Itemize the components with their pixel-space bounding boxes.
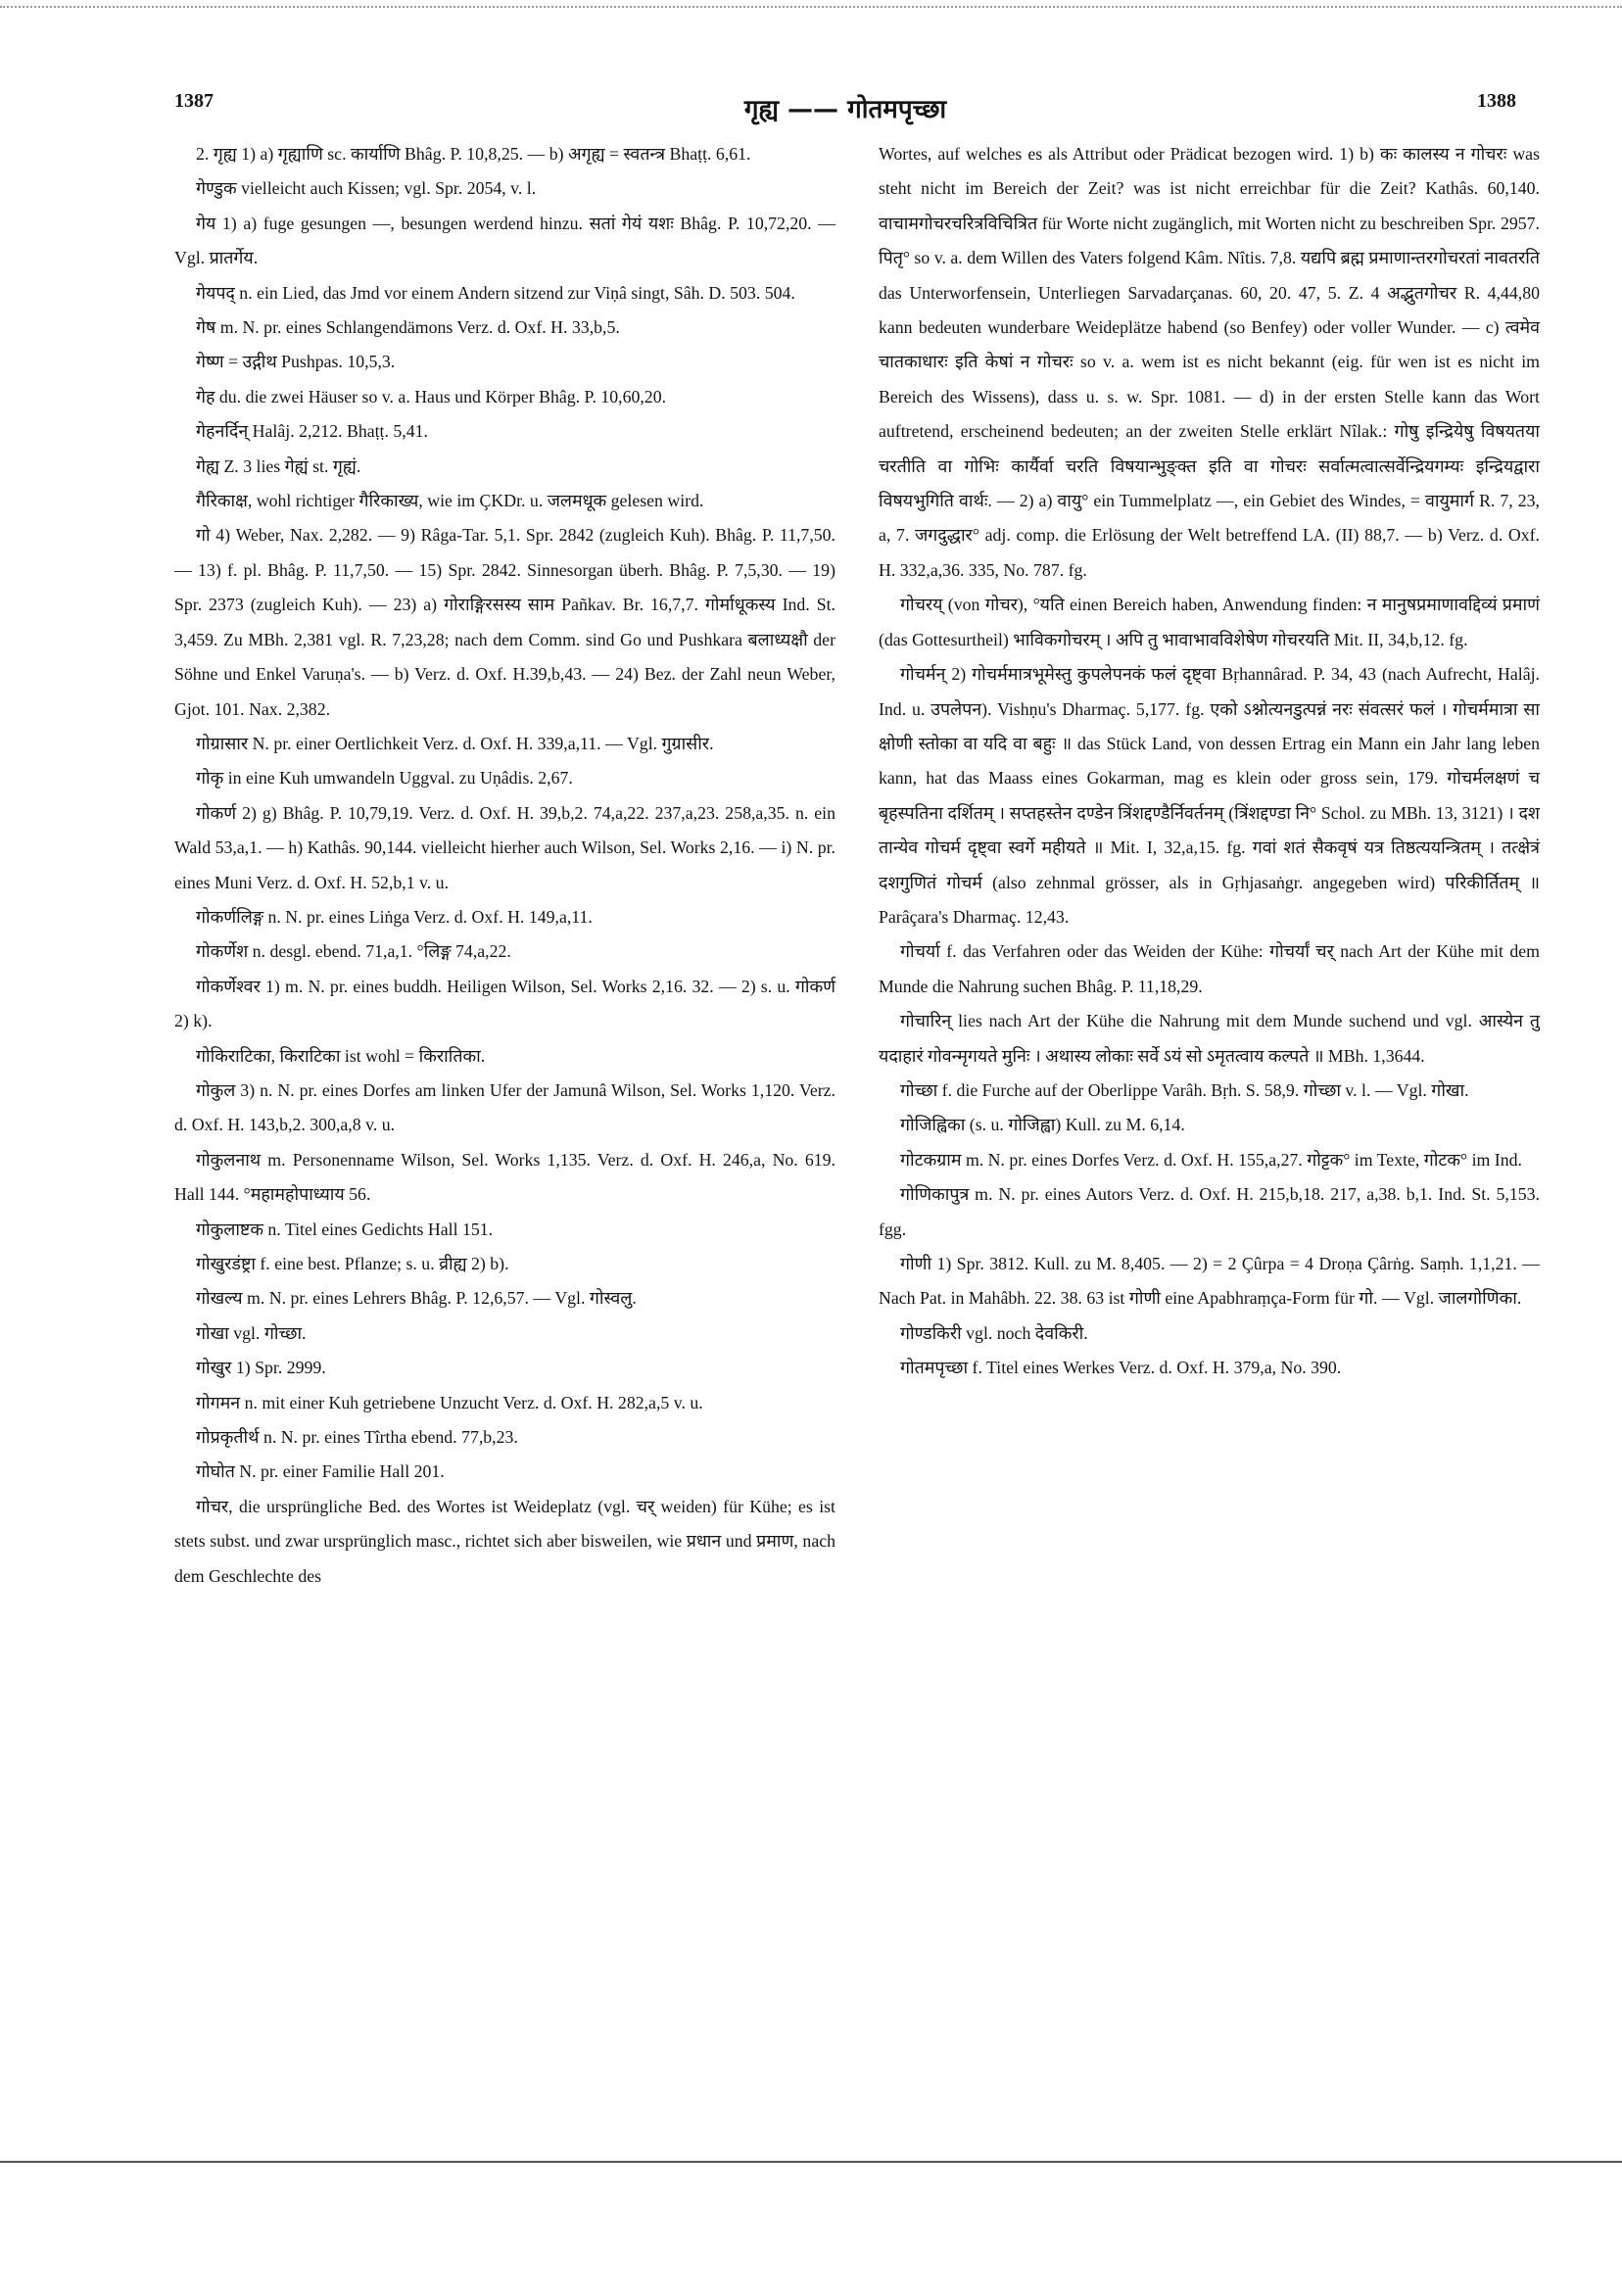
dictionary-entry: गोखा vgl. गोच्छा.: [196, 1322, 307, 1343]
dictionary-entry: गोकुल 3) n. N. pr. eines Dorfes am linken Ufer der Jamunâ Wilson, Sel. Works 1,120. Verz. d. Oxf. H. 143,b,2. 300,a,8 v. u.: [174, 1079, 835, 1135]
dictionary-entry: गेण्डुक vielleicht auch Kissen; vgl. Spr. 2054, v. l.: [196, 178, 537, 199]
dictionary-entry: गोचर्या f. das Verfahren oder das Weiden der Kühe: गोचर्यां चर् nach Art der Kühe mit dem Munde die Nahrung suchen Bhâg. P. 11,18,29.: [879, 941, 1540, 996]
dictionary-entry: गेयपद् n. ein Lied, das Jmd vor einem Andern sitzend zur Viṇâ singt, Sâh. D. 503. 504.: [196, 282, 795, 303]
dictionary-entry: गोखुरडंष्ट्रा f. eine best. Pflanze; s. u. व्रीह्य 2) b).: [196, 1254, 509, 1273]
dictionary-entry: गेह्य Z. 3 lies गेह्यं st. गृह्यं.: [196, 455, 361, 476]
dictionary-entry: गेय 1) a) fuge gesungen —, besungen werdend hinzu. सतां गेयं यशः Bhâg. P. 10,72,20. — Vgl. प्रातर्गेय.: [174, 213, 835, 268]
dictionary-entry: गोजिह्विका (s. u. गोजिह्वा) Kull. zu M. 6,14.: [900, 1115, 1185, 1135]
page-number-right: 1388: [1477, 90, 1516, 112]
dictionary-entry: गोकृ in eine Kuh umwandeln Uggval. zu Uṇâdis. 2,67.: [196, 768, 573, 789]
dictionary-entry: गोकुलाष्टक n. Titel eines Gedichts Hall 151.: [196, 1219, 494, 1239]
dictionary-entry: गैरिकाक्ष, wohl richtiger गैरिकाख्य, wie im ÇKDr. u. जलमधूक gelesen wird.: [196, 491, 704, 511]
dictionary-entry: गोखल्य m. N. pr. eines Lehrers Bhâg. P. 12,6,57. — Vgl. गोस्वलु.: [196, 1288, 637, 1309]
dictionary-entry: गो 4) Weber, Nax. 2,282. — 9) Râga-Tar. 5,1. Spr. 2842 (zugleich Kuh). Bhâg. P. 11,7,50. — 13) f. pl. Bhâg. P. 11,7,50. — 15) Spr. 2842. Sinnesorgan überh. Bhâg. P. 7,5,30. — 19) Spr. 2373 (zugleich Kuh). — 23) a) गोराङ्गिरसस्य साम Pañkav. Br. 16,7,7. गोर्माधूकस्य Ind. St. 3,459. Zu MBh. 2,381 vgl. R. 7,23,28; nach dem Comm. sind Go und Pushkara बलाध्यक्षौ der Söhne und Enkel Varuṇa's. — b) Verz. d. Oxf. H.39,b,43. — 24) Bez. der Zahl neun Weber, Gjot. 101. Nax. 2,382.: [174, 525, 835, 719]
dictionary-entry: गोकर्णेश्वर 1) m. N. pr. eines buddh. Heiligen Wilson, Sel. Works 2,16. 32. — 2) s. u. गोकर्ण 2) k).: [174, 976, 835, 1031]
dictionary-entry: गोघोत N. pr. einer Familie Hall 201.: [196, 1461, 445, 1482]
dictionary-entry: गोण्डकिरी vgl. noch देवकिरी.: [900, 1322, 1088, 1343]
running-head: गृह्य —— गोतमपृच्छा: [743, 95, 947, 124]
dictionary-entry: गोतमपृच्छा f. Titel eines Werkes Verz. d. Oxf. H. 379,a, No. 390.: [900, 1358, 1342, 1378]
dictionary-entry: गोखुर 1) Spr. 2999.: [196, 1358, 326, 1378]
dictionary-entry: गोकर्ण 2) g) Bhâg. P. 10,79,19. Verz. d. Oxf. H. 39,b,2. 74,a,22. 237,a,23. 258,a,35. n. ein Wald 53,a,1. — h) Kathâs. 90,144. vielleicht hierher auch Wilson, Sel. Works 2,16. — i) N. pr. eines Muni Verz. d. Oxf. H. 52,b,1 v. u.: [174, 802, 835, 892]
dictionary-entry: गोणी 1) Spr. 3812. Kull. zu M. 8,405. — 2) = 2 Çûrpa = 4 Droṇa Çârṅg. Saṃh. 1,1,21. — Nach Pat. in Mahâbh. 22. 38. 63 ist गोणी eine Apabhraṃça-Form für गो. — Vgl. जालगोणिका.: [879, 1254, 1540, 1309]
dictionary-entry: गोटकग्राम m. N. pr. eines Dorfes Verz. d. Oxf. H. 155,a,27. गोट्टक° im Texte, गोटक° im Ind.: [900, 1149, 1522, 1170]
dictionary-entry: गोच्छा f. die Furche auf der Oberlippe Varâh. Bṛh. S. 58,9. गोच्छा v. l. — Vgl. गोखा.: [900, 1079, 1469, 1100]
dictionary-entry: गोगमन n. mit einer Kuh getriebene Unzucht Verz. d. Oxf. H. 282,a,5 v. u.: [196, 1392, 703, 1412]
dictionary-entry: गोचरय् (von गोचर), °यति einen Bereich haben, Anwendung finden: न मानुषप्रमाणावद्दिव्यं प्रमाणं (das Gottesurtheil) भाविकगोचरम् । अपि तु भावाभावविशेषेण गोचरयति Mit. II, 34,b,12. fg.: [879, 595, 1540, 649]
dictionary-entry: गोचर, die ursprüngliche Bed. des Wortes ist Weideplatz (vgl. चर् weiden) für Kühe; es ist stets subst. und zwar ursprünglich masc., richtet sich aber bisweilen, wie प्रधान und प्रमाण, nach dem Geschlechte des: [174, 1496, 835, 1586]
bottom-rule: [0, 2161, 1622, 2163]
top-dotted-rule: [0, 6, 1622, 8]
right-column: [879, 137, 1540, 1386]
dictionary-entry: गोकिराटिका, किराटिका ist wohl = किरातिका.: [196, 1045, 486, 1066]
page-header: [165, 90, 1526, 129]
page-number-left: 1387: [174, 90, 214, 112]
dictionary-entry: गोकर्णेश n. desgl. ebend. 71,a,1. °लिङ्ग 74,a,22.: [196, 941, 511, 962]
dictionary-entry: 2. गृह्य 1) a) गृह्याणि sc. कार्याणि Bhâg. P. 10,8,25. — b) अगृह्य = स्वतन्त्र Bhaṭṭ. 6,61.: [196, 144, 751, 164]
left-column: [174, 137, 835, 1594]
dictionary-entry: गेह du. die zwei Häuser so v. a. Haus und Körper Bhâg. P. 10,60,20.: [196, 386, 667, 407]
dictionary-entry: गोकर्णलिङ्ग n. N. pr. eines Liṅga Verz. d. Oxf. H. 149,a,11.: [196, 906, 593, 927]
dictionary-entry: गेहनर्दिन् Halâj. 2,212. Bhaṭṭ. 5,41.: [196, 421, 428, 442]
dictionary-entry: गोकुलनाथ m. Personenname Wilson, Sel. Works 1,135. Verz. d. Oxf. H. 246,a, No. 619. Hall 144. °महामहोपाध्याय 56.: [174, 1149, 835, 1205]
dictionary-entry: गोप्रकृतीर्थ n. N. pr. eines Tîrtha ebend. 77,b,23.: [196, 1427, 518, 1448]
dictionary-entry: गोणिकापुत्र m. N. pr. eines Autors Verz. d. Oxf. H. 215,b,18. 217, a,38. b,1. Ind. St. 5,153. fgg.: [879, 1184, 1540, 1239]
dictionary-entry: गेष m. N. pr. eines Schlangendämons Verz. d. Oxf. H. 33,b,5.: [196, 317, 620, 338]
dictionary-entry: गोचर्मन् 2) गोचर्ममात्रभूमेस्तु कुपलेपनकं फलं दृष्ट्वा Bṛhannârad. P. 34, 43 (nach Aufrecht, Halâj. Ind. u. उपलेपन). Vishṇu's Dharmaç. 5,177. fg. एको ऽश्नोत्यनडुत्पन्नं नरः संवत्सरं फलं । गोचर्ममात्रा सा क्षोणी स्तोका वा यदि वा बहुः ॥ das Stück Land, von dessen Ertrag ein Mann ein Jahr lang leben kann, hat das Maass eines Gokarman, mag es klein oder gross sein, 179. गोचर्मलक्षणं च बृहस्पतिना दर्शितम् । सप्तहस्तेन दण्डेन त्रिंशद्दण्डैर्निवर्तनम् (त्रिंशद्दण्डा नि° Schol. zu MBh. 13, 3121) । दश तान्येव गोचर्म दृष्ट्वा स्वर्गे महीयते ॥ Mit. I, 32,a,15. fg. गवां शतं सैकवृषं यत्र तिष्ठत्ययन्त्रितम् । तत्क्षेत्रं दशगुणितं गोचर्म (also zehnmal grösser, als in Gṛhjasaṅgr. angegeben wird) परिकीर्तितम् ॥ Parâçara's Dharmaç. 12,43.: [879, 664, 1540, 927]
dictionary-entry: Wortes, auf welches es als Attribut oder Prädicat bezogen wird. 1) b) कः कालस्य न गोचरः was steht nicht im Bereich der Zeit? was ist nicht erreichbar für die Zeit? Kathâs. 60,140. वाचामगोचरचरित्रविचित्रित für Worte nicht zugänglich, mit Worten nicht zu beschreiben Spr. 2957. पितृ° so v. a. dem Willen des Vaters folgend Kâm. Nîtis. 7,8. यद्यपि ब्रह्म प्रमाणान्तरगोचरतां नावतरति das Unterworfensein, Unterliegen Sarvadarçanas. 60, 20. 47, 5. Z. 4 अद्भुतगोचर R. 4,44,80 kann bedeuten wunderbare Weideplätze habend (so Benfey) oder voller Wunder. — c) त्वमेव चातकाधारः इति केषां न गोचरः so v. a. wem ist es nicht bekannt (eig. für wen ist es nicht im Bereich des Wissens), dass u. s. w. Spr. 1081. — d) in der ersten Stelle kann das Wort auftretend, erscheinend bedeuten; an der zweiten Stelle erklärt Nîlak.: गोषु इन्द्रियेषु विषयतया चरतीति वा गोभिः कार्यैर्वा चरति विषयान्भुङ्क्त इति वा गोचरः सर्वात्मत्वात्सर्वेन्द्रियगम्यः इन्द्रियद्वारा विषयभुगिति वार्थः. — 2) a) वायु° ein Tummelplatz —, ein Gebiet des Windes, = वायुमार्ग R. 7, 23, a, 7. जगदुद्धार° adj. comp. die Erlösung der Welt betreffend LA. (II) 88,7. — b) Verz. d. Oxf. H. 332,a,36. 335, No. 787. fg.: [879, 144, 1540, 580]
dictionary-entry: गोग्रासार N. pr. einer Oertlichkeit Verz. d. Oxf. H. 339,a,11. — Vgl. गुग्रासीर.: [196, 733, 714, 753]
dictionary-entry: गोचारिन् lies nach Art der Kühe die Nahrung mit dem Munde suchend und vgl. आस्येन तु यदाहारं गोवन्मृगयते मुनिः । अथास्य लोकाः सर्वे ऽयं सो ऽमृतत्वाय कल्पते ॥ MBh. 1,3644.: [879, 1011, 1540, 1066]
dictionary-entry: गेष्ण = उद्गीथ Pushpas. 10,5,3.: [196, 352, 396, 372]
